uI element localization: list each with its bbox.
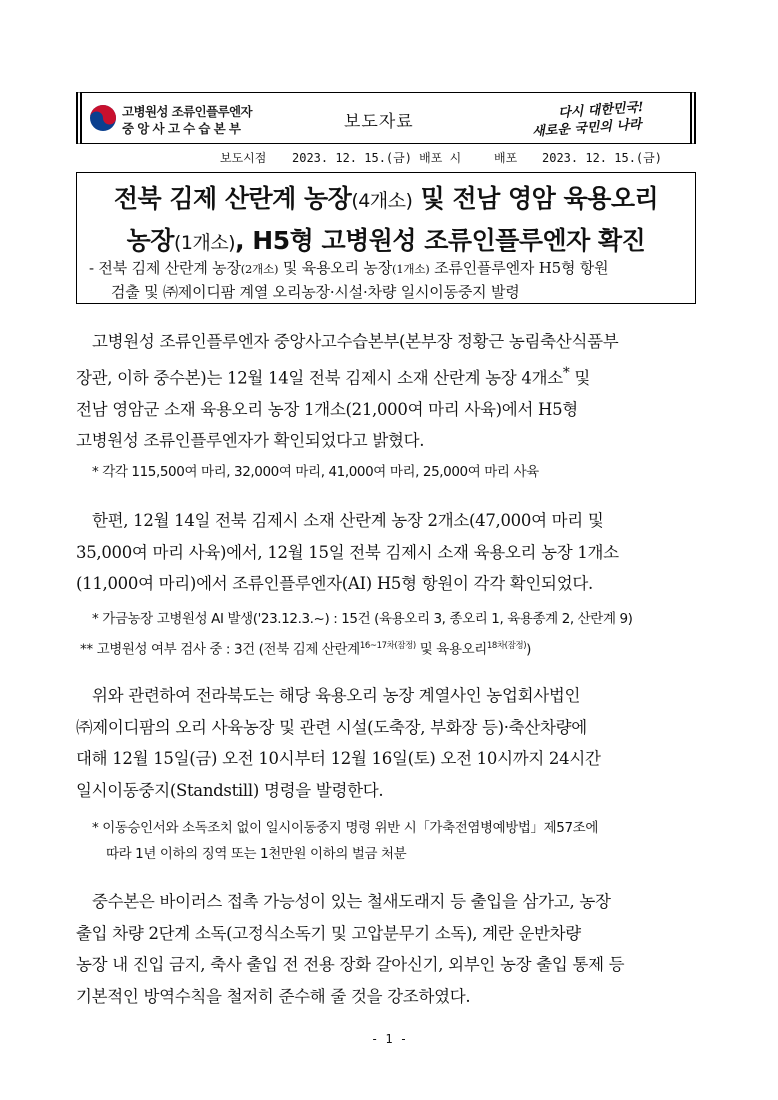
paragraph-line: 한편, 12월 14일 전북 김제시 소재 산란계 농장 2개소(47,000여 마리 및	[92, 511, 604, 530]
release-label: 보도시점	[220, 151, 267, 165]
paragraph-line: 위와 관련하여 전라북도는 해당 육용오리 농장 계열사인 농업회사법인	[92, 686, 581, 705]
footnote-4: * 이동승인서와 소독조치 없이 일시이동중지 명령 위반 시「가축전염병예방법」제57조에	[92, 820, 598, 836]
header-box	[76, 92, 696, 144]
slogan-line2: 새로운 국민의 나라	[531, 117, 643, 140]
subheadline-count: (1개소)	[392, 262, 430, 276]
headline	[77, 179, 695, 263]
org-name-line2: 중앙사고수습본부	[122, 121, 245, 136]
paragraph-text: 및	[569, 368, 591, 387]
page-number: - 1 -	[370, 1032, 408, 1046]
paragraph-2	[76, 505, 704, 600]
paragraph-1	[76, 326, 704, 457]
paragraph-line: 일시이동중지(Standstill) 명령을 발령한다.	[76, 780, 384, 800]
org-name-line1: 고병원성 조류인플루엔자	[122, 104, 252, 119]
subheadline-text: - 전북 김제 산란계 농장	[89, 259, 241, 277]
release-time: 2023. 12. 15.(금) 배포 시	[292, 151, 462, 165]
subheadline-text: 조류인플루엔자 H5형 항원	[429, 259, 609, 277]
footnote-4-cont: 따라 1년 이하의 징역 또는 1천만원 이하의 벌금 처분	[106, 846, 407, 862]
headline-count: (4개소)	[351, 190, 413, 212]
headline-text: , H5형 고병원성 조류인플루엔자 확진	[235, 226, 646, 255]
slogan-calligraphy	[530, 97, 680, 139]
paragraph-line	[76, 358, 704, 394]
footnote-1: * 각각 115,500여 마리, 32,000여 마리, 41,000여 마리, 25,000여 마리 사육	[92, 464, 539, 480]
subheadline-line1	[89, 257, 685, 281]
footnote-3	[80, 634, 531, 662]
paragraph-text: 장관, 이하 중수본)는 12월 14일 전북 김제시 소재 산란계 농장 4개소	[76, 368, 563, 387]
distribution-time: 2023. 12. 15.(금)	[542, 151, 662, 165]
footnote-text: )	[526, 641, 532, 658]
paragraph-line: 출입 차량 2단계 소독(고정식소독기 및 고압분무기 소독), 계란 운반차량	[76, 923, 581, 943]
paragraph-3	[76, 680, 704, 806]
subheadline-text: 및 육용오리 농장	[278, 259, 393, 277]
headline-text: 농장	[126, 226, 174, 255]
logo	[86, 100, 286, 138]
footnote-sup: 16~17차(잠정)	[359, 641, 416, 651]
headline-text: 전북 김제 산란계 농장	[113, 184, 352, 213]
headline-count: (1개소)	[173, 232, 236, 254]
footnote-text: ** 고병원성 여부 검사 중 : 3건 (전북 김제 산란계	[80, 641, 360, 658]
doc-type-label: 보도자료	[344, 112, 414, 132]
paragraph-line: 중수본은 바이러스 접촉 가능성이 있는 철새도래지 등 출입을 삼가고, 농장	[92, 892, 611, 911]
distribution-label: 배포	[494, 151, 518, 165]
slogan-line1: 다시 대한민국!	[557, 100, 645, 121]
footnote-2: * 가금농장 고병원성 AI 발생('23.12.3.~) : 15건 (육용오리 3, 종오리 1, 육용종계 2, 산란계 9)	[92, 611, 633, 627]
footnote-sup: 18차(잠정)	[486, 641, 527, 651]
paragraph-line: ㈜제이디팜의 오리 사육농장 및 관련 시설(도축장, 부화장 등)·축산차량에	[76, 717, 587, 737]
paragraph-4	[76, 886, 704, 1012]
headline-line1	[77, 179, 695, 221]
subheadline-count: (2개소)	[240, 262, 279, 276]
subheadline-line2: 검출 및 ㈜제이디팜 계열 오리농장·시설·차량 일시이동중지 발령	[111, 283, 520, 301]
paragraph-line: 농장 내 진입 금지, 축사 출입 전 전용 장화 갈아신기, 외부인 농장 출입 통제 등	[76, 955, 625, 974]
subheadline	[89, 257, 685, 304]
paragraph-line: 전남 영암군 소재 육용오리 농장 1개소(21,000여 마리 사육)에서 H5형	[76, 399, 578, 419]
paragraph-line: 고병원성 조류인플루엔자 중앙사고수습본부(본부장 정황근 농림축산식품부	[92, 332, 619, 351]
paragraph-line: 대해 12월 15일(금) 오전 10시부터 12월 16일(토) 오전 10시까지 24시간	[76, 749, 601, 768]
footnote-marker: *	[562, 364, 570, 381]
paragraph-line: 고병원성 조류인플루엔자가 확인되었다고 밝혔다.	[76, 431, 425, 450]
headline-text: 및 전남 영암 육용오리	[412, 184, 659, 213]
paragraph-line: 35,000여 마리 사육)에서, 12월 15일 전북 김제시 소재 육용오리 농장 1개소	[76, 542, 619, 562]
title-box	[76, 172, 696, 304]
paragraph-line: 기본적인 방역수칙을 철저히 준수해 줄 것을 강조하였다.	[76, 986, 471, 1006]
footnote-text: 및 육용오리	[415, 641, 487, 658]
taegeuk-emblem	[88, 103, 118, 133]
paragraph-line: (11,000여 마리)에서 조류인플루엔자(AI) H5형 항원이 각각 확인되었다.	[76, 574, 593, 593]
